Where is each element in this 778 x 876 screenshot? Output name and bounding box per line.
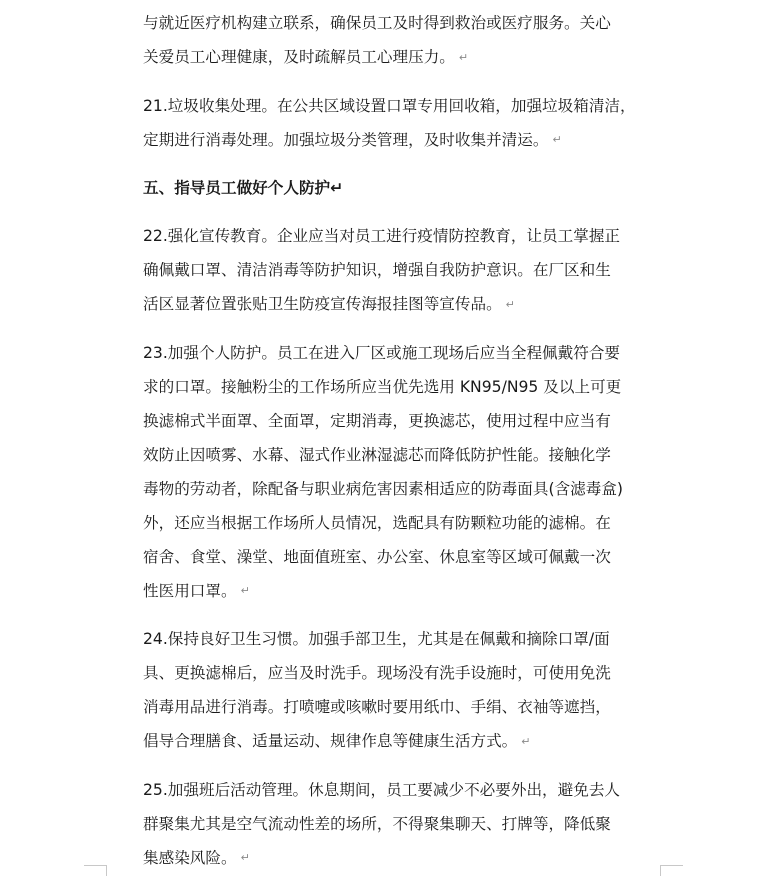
text-line <box>143 773 658 807</box>
paragraph <box>143 6 658 75</box>
paragraph-mark-icon: ↵ <box>240 851 250 864</box>
paragraph-mark-icon: ↵ <box>330 179 344 197</box>
text-line <box>143 171 658 205</box>
text-line <box>143 404 658 438</box>
paragraph-mark-icon: ↵ <box>521 734 531 748</box>
text-line <box>143 89 658 123</box>
line-text: 求的口罩。接触粉尘的工作场所应当优先选用 KN95/N95 及以上可更 <box>143 377 622 396</box>
paragraph-spacer <box>143 608 658 622</box>
text-line <box>143 287 658 322</box>
text-line <box>143 841 658 876</box>
paragraph-mark-icon: ↵ <box>505 297 515 311</box>
paragraph <box>143 89 658 158</box>
paragraph-spacer <box>143 157 658 171</box>
paragraph <box>143 336 658 609</box>
line-text: 25.加强班后活动管理。休息期间，员工要减少不必要外出，避免去人 <box>143 780 621 799</box>
paragraph-spacer <box>143 75 658 89</box>
paragraph <box>143 622 658 759</box>
text-line <box>143 724 658 759</box>
line-text: 22.强化宣传教育。企业应当对员工进行疫情防控教育，让员工掌握正 <box>143 227 621 245</box>
page-corner-mark-left <box>84 865 107 876</box>
text-line <box>143 622 658 656</box>
line-text: 活区显著位置张贴卫生防疫宣传海报挂图等宣传品。 <box>143 295 502 313</box>
paragraph-spacer <box>143 205 658 219</box>
line-text: 群聚集尤其是空气流动性差的场所，不得聚集聊天、打牌等，降低聚 <box>143 814 611 833</box>
line-text: 效防止因喷雾、水幕、湿式作业淋湿滤芯而降低防护性能。接触化学 <box>143 445 611 464</box>
line-text: 23.加强个人防护。员工在进入厂区或施工现场后应当全程佩戴符合要 <box>143 343 621 362</box>
text-line <box>143 253 658 287</box>
text-line <box>143 219 658 253</box>
line-text: 外，还应当根据工作场所人员情况，选配具有防颗粒功能的滤棉。在 <box>143 513 611 532</box>
line-text: 定期进行消毒处理。加强垃圾分类管理，及时收集并清运。 <box>143 130 549 149</box>
paragraph <box>143 219 658 322</box>
text-line <box>143 540 658 574</box>
text-line <box>143 123 658 158</box>
text-line <box>143 472 658 506</box>
section-heading <box>143 171 658 205</box>
paragraph-mark-icon: ↵ <box>552 133 562 146</box>
line-text: 集感染风险。 <box>143 848 237 867</box>
paragraph-spacer <box>143 322 658 336</box>
line-text: 消毒用品进行消毒。打喷嚏或咳嗽时要用纸巾、手绢、衣袖等遮挡， <box>143 698 611 716</box>
line-text: 24.保持良好卫生习惯。加强手部卫生，尤其是在佩戴和摘除口罩/面 <box>143 630 610 648</box>
text-line <box>143 40 658 75</box>
text-line <box>143 656 658 690</box>
text-line <box>143 506 658 540</box>
text-line <box>143 807 658 841</box>
page-corner-mark-right <box>660 865 683 876</box>
text-line <box>143 370 658 404</box>
paragraph <box>143 773 658 876</box>
line-text: 具、更换滤棉后，应当及时洗手。现场没有洗手设施时，可使用免洗 <box>143 664 611 682</box>
document-body <box>143 6 658 875</box>
text-line <box>143 6 658 40</box>
line-text: 性医用口罩。 <box>143 581 237 600</box>
line-text: 确佩戴口罩、清洁消毒等防护知识，增强自我防护意识。在厂区和生 <box>143 261 611 279</box>
line-text: 21.垃圾收集处理。在公共区域设置口罩专用回收箱，加强垃圾箱清洁， <box>143 96 636 115</box>
paragraph-mark-icon: ↵ <box>458 50 469 64</box>
line-text: 五、指导员工做好个人防护 <box>143 179 331 197</box>
text-line <box>143 574 658 609</box>
line-text: 关爱员工心理健康，及时疏解员工心理压力。 <box>143 48 455 66</box>
line-text: 换滤棉式半面罩、全面罩，定期消毒，更换滤芯，使用过程中应当有 <box>143 411 611 430</box>
line-text: 毒物的劳动者，除配备与职业病危害因素相适应的防毒面具(含滤毒盒) <box>143 479 623 498</box>
paragraph-spacer <box>143 759 658 773</box>
text-line <box>143 690 658 724</box>
text-line <box>143 438 658 472</box>
line-text: 宿舍、食堂、澡堂、地面值班室、办公室、休息室等区域可佩戴一次 <box>143 547 611 566</box>
line-text: 倡导合理膳食、适量运动、规律作息等健康生活方式。 <box>143 732 518 750</box>
paragraph-mark-icon: ↵ <box>240 584 250 597</box>
line-text: 与就近医疗机构建立联系，确保员工及时得到救治或医疗服务。关心 <box>143 14 611 32</box>
text-line <box>143 336 658 370</box>
